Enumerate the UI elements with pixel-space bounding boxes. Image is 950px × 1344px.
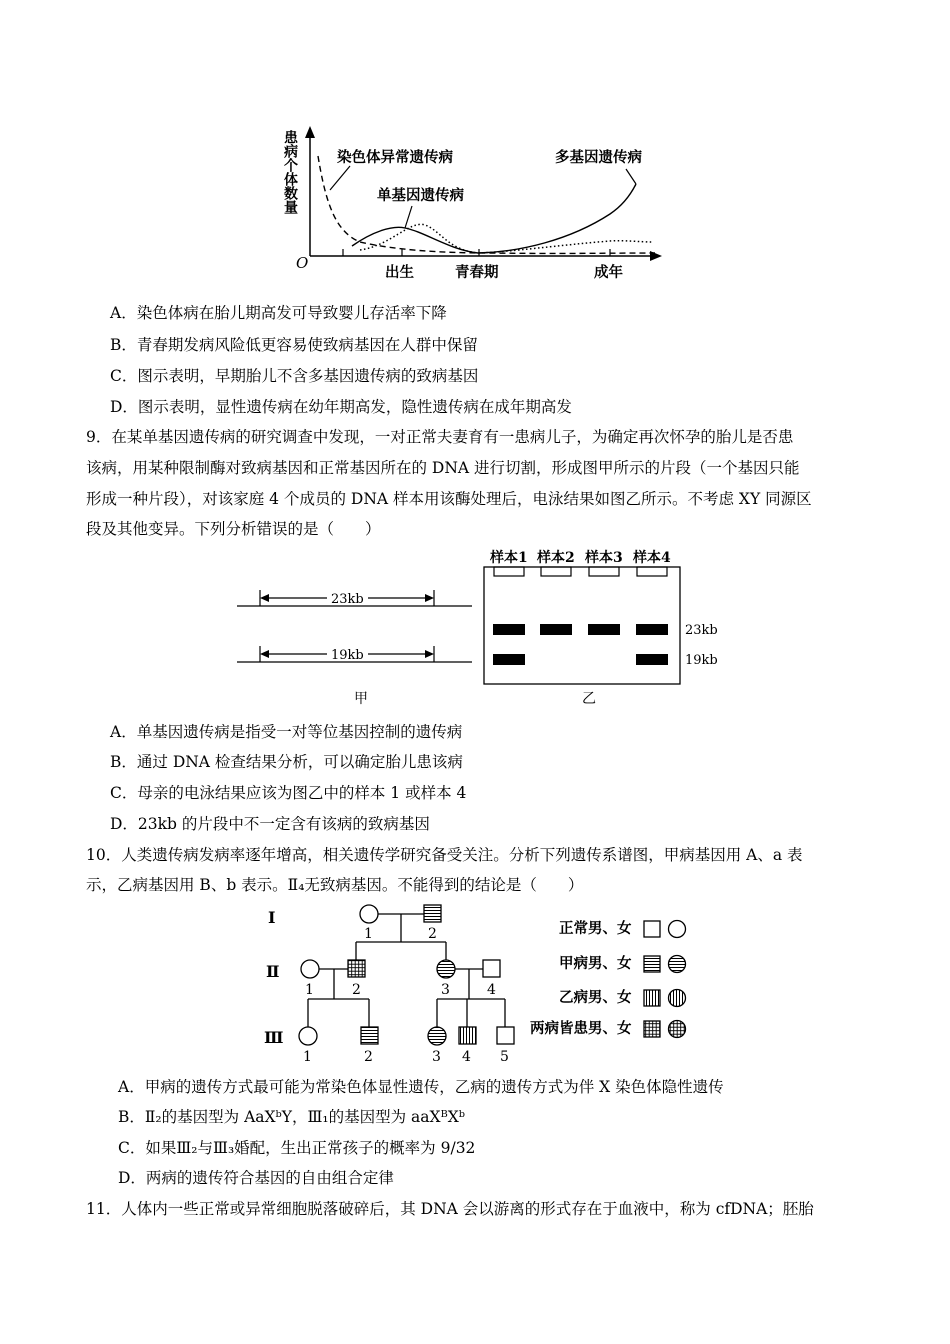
disease-curve-figure xyxy=(0,0,950,300)
II-2-both-male xyxy=(348,960,365,977)
sample-2-label: 样本2 xyxy=(537,550,575,566)
band-s4-23kb xyxy=(636,624,668,635)
gen-III-label: Ⅲ xyxy=(264,1028,284,1047)
origin-label: O xyxy=(296,254,309,272)
II-3-number: 3 xyxy=(441,982,450,998)
III-2-jia-male xyxy=(361,1027,378,1044)
II-4-number: 4 xyxy=(487,982,496,998)
q10-option-b: B．Ⅱ₂的基因型为 AaXᵇY，Ⅲ₁的基因型为 aaXᴮXᵇ xyxy=(118,1108,465,1126)
q9-stem-line-1: 9．在某单基因遗传病的研究调查中发现，一对正常夫妻育有一患病儿子，为确定再次怀孕的胎儿是否患 xyxy=(86,428,794,446)
y-axis-arrow xyxy=(305,126,315,138)
I-1-normal-female xyxy=(360,905,378,923)
q8-option-a: A．染色体病在胎儿期高发可导致婴儿存活率下降 xyxy=(110,304,447,322)
x-label-adult: 成年 xyxy=(594,264,623,281)
III-1-number: 1 xyxy=(303,1049,312,1065)
chromosome-curve xyxy=(318,156,655,253)
figure-jia-caption: 甲 xyxy=(354,691,368,707)
figure-yi-caption: 乙 xyxy=(582,691,596,707)
III-5-normal-male xyxy=(497,1027,514,1044)
q10-option-d: D．两病的遗传符合基因的自由组合定律 xyxy=(118,1169,394,1187)
single-gene-label: 单基因遗传病 xyxy=(377,187,464,204)
II-1-number: 1 xyxy=(305,982,314,998)
II-2-number: 2 xyxy=(352,982,361,998)
II-1-normal-female xyxy=(301,960,319,978)
III-3-number: 3 xyxy=(432,1049,441,1065)
band-s1-23kb xyxy=(493,624,525,635)
gen-II-label: Ⅱ xyxy=(266,962,280,981)
q9-option-a: A．单基因遗传病是指受一对等位基因控制的遗传病 xyxy=(110,723,463,741)
band-s1-19kb xyxy=(493,654,525,665)
III-4-yi-male xyxy=(459,1027,476,1044)
legend-yi-label: 乙病男、女 xyxy=(559,989,632,1006)
multi-gene-label: 多基因遗传病 xyxy=(555,149,642,166)
II-3-jia-female xyxy=(437,960,455,978)
band-label-19kb: 19kb xyxy=(685,653,718,668)
q9-stem-line-4: 段及其他变异。下列分析错误的是（ ） xyxy=(86,520,381,538)
fragment-23kb-label: 23kb xyxy=(331,592,364,607)
sample-4-label: 样本4 xyxy=(633,550,671,566)
q8-option-d: D．图示表明，显性遗传病在幼年期高发，隐性遗传病在成年期高发 xyxy=(110,398,572,416)
III-3-jia-female xyxy=(428,1027,446,1045)
q11-stem-line-1: 11．人体内一些正常或异常细胞脱落破碎后，其 DNA 会以游离的形式存在于血液中，称为 cfDNA；胚胎 xyxy=(86,1200,814,1218)
fragment-19kb-label: 19kb xyxy=(331,648,364,663)
pedigree-figure xyxy=(0,895,950,1065)
II-4-normal-male xyxy=(483,960,500,977)
q10-option-c: C．如果Ⅲ₂与Ⅲ₃婚配，生出正常孩子的概率为 9/32 xyxy=(118,1139,476,1157)
III-2-number: 2 xyxy=(364,1049,373,1065)
band-s2-23kb xyxy=(540,624,572,635)
legend-both-label: 两病皆患男、女 xyxy=(530,1020,632,1037)
III-1-normal-female xyxy=(299,1027,317,1045)
chromosome-label: 染色体异常遗传病 xyxy=(337,149,453,166)
legend-jia-label: 甲病男、女 xyxy=(559,955,632,972)
sample-3-label: 样本3 xyxy=(585,550,623,566)
q9-figures xyxy=(0,545,950,715)
q9-option-d: D．23kb 的片段中不一定含有该病的致病基因 xyxy=(110,815,430,833)
I-1-number: 1 xyxy=(364,926,373,942)
q8-option-c: C．图示表明，早期胎儿不含多基因遗传病的致病基因 xyxy=(110,367,479,385)
legend-normal-label: 正常男、女 xyxy=(559,920,632,937)
III-4-number: 4 xyxy=(462,1049,471,1065)
III-5-number: 5 xyxy=(500,1049,509,1065)
q9-option-c: C．母亲的电泳结果应该为图乙中的样本 1 或样本 4 xyxy=(110,784,467,802)
q10-stem-line-1: 10．人类遗传病发病率逐年增高，相关遗传学研究备受关注。分析下列遗传系谱图，甲病基因用 A、a 表 xyxy=(86,846,803,864)
I-2-jia-male xyxy=(424,905,441,922)
band-s3-23kb xyxy=(588,624,620,635)
y-axis-label: 患病个体数量 xyxy=(282,130,298,214)
q9-stem-line-2: 该病，用某种限制酶对致病基因和正常基因所在的 DNA 进行切割，形成图甲所示的片段（一个基因只能 xyxy=(86,459,800,477)
q10-stem-line-2: 示，乙病基因用 B、b 表示。Ⅱ₄无致病基因。不能得到的结论是（ ） xyxy=(86,876,584,894)
band-s4-19kb xyxy=(636,654,668,665)
band-label-23kb: 23kb xyxy=(685,623,718,638)
q9-option-b: B．通过 DNA 检查结果分析，可以确定胎儿患该病 xyxy=(110,753,463,771)
I-2-number: 2 xyxy=(428,926,437,942)
gen-I-label: Ⅰ xyxy=(268,908,276,927)
q8-option-b: B．青春期发病风险低更容易使致病基因在人群中保留 xyxy=(110,336,478,354)
sample-1-label: 样本1 xyxy=(490,550,528,566)
q9-stem-line-3: 形成一种片段），对该家庭 4 个成员的 DNA 样本用该酶处理后，电泳结果如图乙所示。不考虑 XY 同源区 xyxy=(86,490,812,508)
q10-option-a: A．甲病的遗传方式最可能为常染色体显性遗传，乙病的遗传方式为伴 X 染色体隐性遗传 xyxy=(118,1078,724,1096)
x-label-puberty: 青春期 xyxy=(455,264,499,281)
x-label-birth: 出生 xyxy=(385,264,414,281)
